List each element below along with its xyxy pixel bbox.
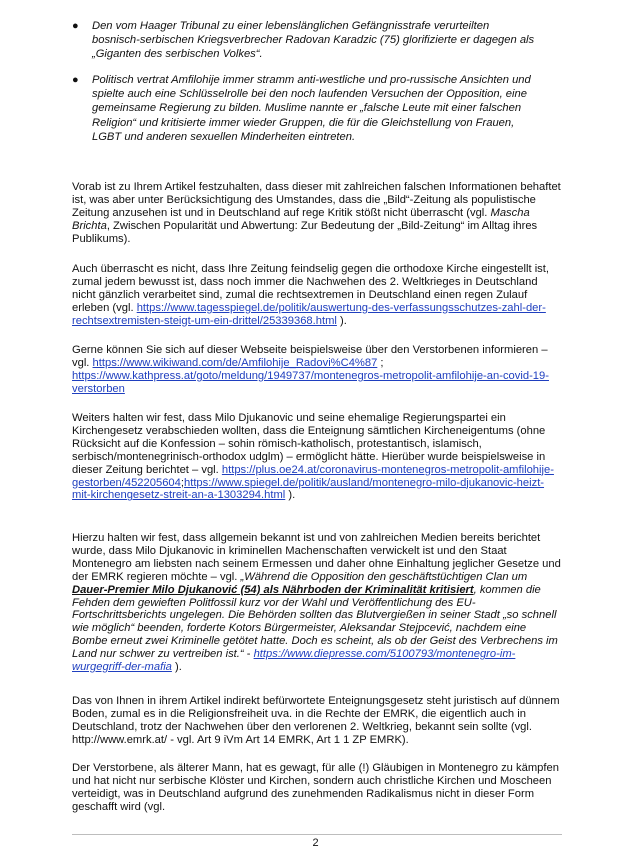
link-wikiwand[interactable]: https://www.wikiwand.com/de/Amfilohije_Radovi%C4%87 [92,356,378,369]
bullet-icon: ● [72,20,79,32]
text-run: ; [180,476,184,489]
link-oe24[interactable]: https://plus.oe24.at/coronavirus-montenegros-metropolit-amfilohije-gestorben/452205604 [72,463,554,489]
quote-text: „Während die Opposition den geschäftstüchtigen Clan um [240,570,528,583]
text-run: , Zwischen Popularität und Abwertung: Zur Bedeutung der „Bild-Zeitung“ im Alltag ihres Publikums). [72,219,538,245]
quote-text: , kommen die Fehden dem gewieften Politfossil kurz vor der Wahl und Veröffentlichung des EU-Fortschrittsberichts ungelegen. Die Behörden sollten das Blutvergießen in seiner Stadt „so schnell wie möglich“ beenden, forderte Kotors Bürgermeister, Aleksandar Stejpcević, nachdem eine Bombe erneut zwei Kriminelle getötet hatte. Doch es scheint, als ob der Geist des Verbrechens im Land nur schwer zu vertreiben ist.“ [72,583,558,661]
footer-divider [72,834,562,835]
author-name: Mascha Brichta [72,206,530,232]
bullet-list [72,19,540,156]
link-spiegel[interactable]: https://www.spiegel.de/politik/ausland/montenegro-milo-djukanovic-heizt-mit-kirchengesetz-streit-an-a-1303294.html [72,476,545,502]
bullet-icon: ● [72,74,79,87]
text-run: ). [285,489,296,502]
quote-emphasis: Dauer-Premier Milo Djukanović (54) als Nährboden der Kriminalität kritisiert [72,583,474,596]
text-run: Auch überrascht es nicht, dass Ihre Zeitung feindselig gegen die orthodoxe Kirche eingestellt ist, zumal jedem bewusst ist, dass noch immer die Nachwehen des 2. Weltkrieges in Deutschland nicht gänzlich verarbeitet sind, zumal die rechtsextremen in Deutschland einen regen Zulauf erleben (vgl. [72,263,549,314]
paragraph-intro [72,181,562,246]
paragraph-djukanovic [72,532,562,674]
text-run: - [243,648,254,661]
link-diepresse[interactable]: https://www.diepresse.com/5100793/montenegro-im-wurgegriff-der-mafia [72,648,516,674]
link-kathpress[interactable]: https://www.kathpress.at/goto/meldung/1949737/montenegros-metropolit-amfilohije-an-covid-19-verstorben [72,369,549,395]
paragraph-verstorbene: Der Verstorbene, als älterer Mann, hat es gewagt, für alle (!) Gläubigen in Montenegro zu kämpfen und hat nicht nur serbische Klöster und Kirchen, sondern auch christliche Kirchen und Moscheen verteidigt, was in Deutschland aufgrund des zunehmenden Radikalismus nicht in dieser Form geschafft wird (vgl. [72,762,559,813]
paragraph-kirche [72,263,562,328]
page-number: 2 [312,837,319,849]
text-run: ). [336,314,347,327]
text-run: Vorab ist zu Ihrem Artikel festzuhalten, dass dieser mit zahlreichen falschen Informationen behaftet ist, was aber unter Berücksichtigung des Umstandes, dass die „Bild“-Zeitung als populistische Zeitung anzusehen ist und in Deutschland auf rege Kritik stößt nicht überrascht (vgl. [72,181,561,219]
bullet-text: Politisch vertrat Amfilohije immer stramm anti-westliche und pro-russische Ansichten und spielte auch eine Schlüsselrolle bei den noch laufenden Versuchen der Opposition, eine gemeinsame Regierung zu bilden. Muslime nannte er „falsche Leute mit einer falschen Religion“ und kritisierte immer wieder Gruppen, die für die Gleichstellung von Frauen, LGBT und anderen sexuellen Minderheiten eintreten. [92,74,531,143]
text-run: ). [171,661,182,674]
paragraph-webseite [72,344,562,396]
text-run: Hierzu halten wir fest, dass allgemein bekannt ist und von zahlreichen Medien bereits berichtet wurde, dass Milo Djukanovic in kriminellen Machenschaften verwickelt ist und den Staat Montenegro am liebsten nach seinem Ermessen und daher ohne Einhaltung jeglicher Gesetze und der EMRK regieren möchte – vgl. [72,532,561,583]
link-tagesspiegel[interactable]: https://www.tagesspiegel.de/politik/auswertung-des-verfassungsschutzes-zahl-der-rechtsextremisten-steigt-um-ein-drittel/25339368.html [72,301,546,327]
list-item [72,19,540,61]
text-run: ; [377,356,384,369]
paragraph-enteignungsgesetz: Das von Ihnen in ihrem Artikel indirekt befürwortete Enteignungsgesetz steht juristisch auf dünnem Boden, zumal es in die Religionsfreiheit uva. in die Rechte der EMRK, die eigentlich auch in Deutschland, trotz der Nachwehen über den verlorenen 2. Weltkrieg, bekannt sein sollte (vgl. http://www.emrk.at/ - vgl. Art 9 iVm Art 14 EMRK, Art 1 1 ZP EMRK). [72,695,560,746]
text-run: Gerne können Sie sich auf dieser Webseite beispielsweise über den Verstorbenen informieren – vgl. [72,344,548,369]
list-item [72,73,540,143]
bullet-text: Den vom Haager Tribunal zu einer lebenslänglichen Gefängnisstrafe verurteilten bosnisch-serbischen Kriegsverbrecher Radovan Karadzic (75) glorifizierte er dagegen als „Giganten des serbischen Volkes“. [92,20,535,61]
paragraph-kirchengesetz [72,412,562,502]
text-run: Weiters halten wir fest, dass Milo Djukanovic und seine ehemalige Regierungspartei ein Kirchengesetz verabschieden wollten, dass die Enteignung sämtlichen Kircheneigentums (ohne Rücksicht auf die Konfession – sohin römisch-katholisch, protestantisch, islamisch, serbisch/montenegrinisch-orthodox udglm) – ermöglicht hätte. Hierüber wurde beispielsweise in dieser Zeitung berichtet – vgl. [72,412,546,476]
